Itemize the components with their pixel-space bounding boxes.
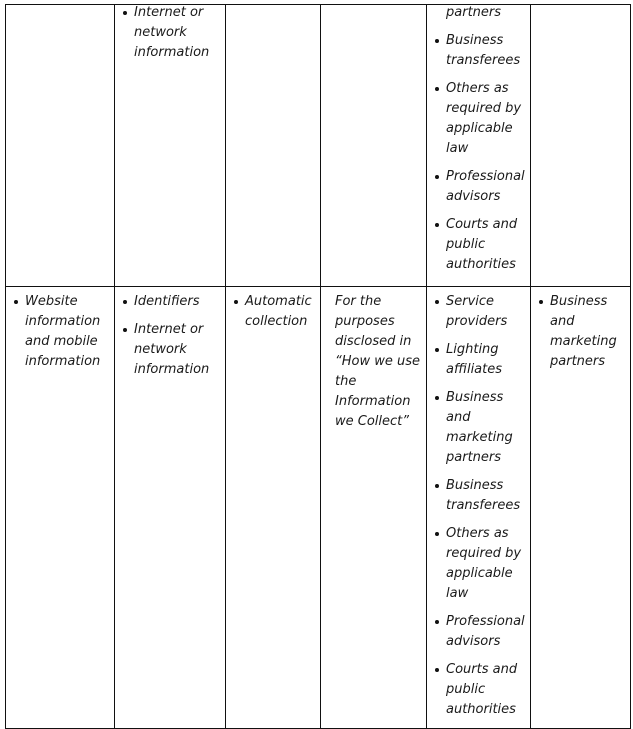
info-type-cell <box>115 287 226 729</box>
category-cell <box>6 287 115 729</box>
category-cell <box>6 5 115 287</box>
list-item: Professional advisors <box>435 167 526 207</box>
sold-shared-cell <box>531 5 631 287</box>
list-item: Business and marketing partners <box>435 388 526 468</box>
list-item: Identifiers <box>123 292 221 312</box>
info-type-cell <box>115 5 226 287</box>
list-item: Others as required by applicable law <box>435 79 526 159</box>
collection-cell <box>226 287 321 729</box>
disclosed-to-cell <box>427 5 531 287</box>
list-item: Business transferees <box>435 476 526 516</box>
list-item: Website information and mobile information <box>14 292 110 372</box>
list-item: Lighting affiliates <box>435 340 526 380</box>
purpose-cell <box>321 5 427 287</box>
list-item: Business transferees <box>435 31 526 71</box>
list-item: Automatic collection <box>234 292 316 332</box>
disclosed-to-cell <box>427 287 531 729</box>
list-item: Courts and public authorities <box>435 660 526 720</box>
table-row <box>6 5 631 287</box>
list-item: Others as required by applicable law <box>435 524 526 604</box>
list-item-continued: partners <box>446 5 502 20</box>
list-item: Courts and public authorities <box>435 215 526 275</box>
list-item: Service providers <box>435 292 526 332</box>
purpose-cell <box>321 287 427 729</box>
list-item: Professional advisors <box>435 612 526 652</box>
sold-shared-cell <box>531 287 631 729</box>
table-row <box>6 287 631 729</box>
list-item: Business and marketing partners <box>539 292 626 372</box>
collection-cell <box>226 5 321 287</box>
list-item: Internet or network information <box>123 320 221 380</box>
privacy-data-table <box>5 4 631 729</box>
list-item: Internet or network information <box>123 3 221 63</box>
purpose-text: For the purposes disclosed in “How we use the Information we Collect” <box>335 294 421 429</box>
